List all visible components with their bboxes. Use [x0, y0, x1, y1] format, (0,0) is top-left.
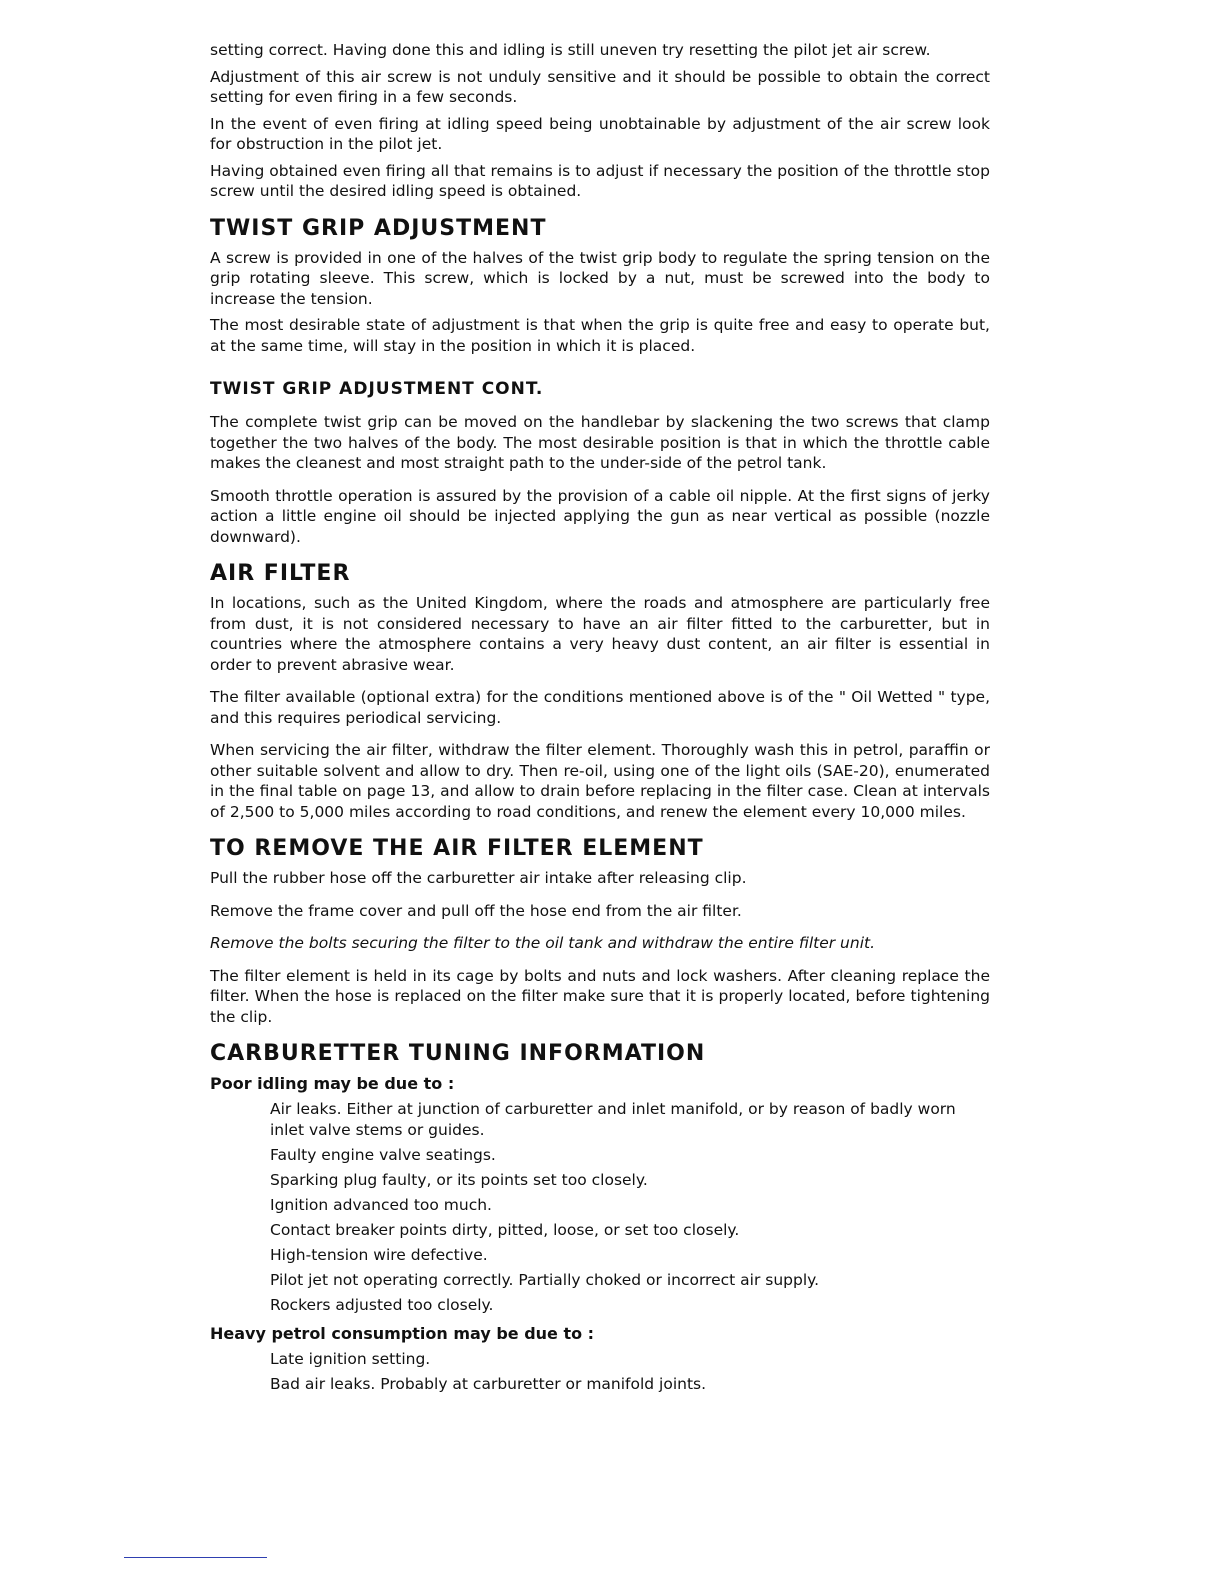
- remove-filter-step-3: Remove the bolts securing the filter to the oil tank and withdraw the entire filter unit.: [210, 934, 876, 952]
- twist-grip-paragraph-2: The most desirable state of adjustment is that when the grip is quite free and easy to operate but, at the same time, will stay in the position in which it is placed.: [210, 316, 990, 355]
- twist-grip-cont-paragraph-1: The complete twist grip can be moved on the handlebar by slackening the two screws that clamp together the two halves of the body. The most desirable position is that in which the throttle cable makes the cleanest and most straight path to the under-side of the petrol tank.: [210, 413, 990, 472]
- intro-section: [210, 40, 990, 202]
- twist-grip-cont-section: [210, 378, 990, 547]
- tuning-section: [210, 1041, 990, 1395]
- footnote-divider: [124, 1557, 267, 1558]
- manual-page: [210, 40, 990, 1403]
- poor-idling-label: Poor idling may be due to :: [210, 1074, 455, 1093]
- list-item: Faulty engine valve seatings.: [270, 1145, 496, 1164]
- heavy-petrol-label: Heavy petrol consumption may be due to :: [210, 1324, 595, 1343]
- intro-paragraph-3: In the event of even firing at idling speed being unobtainable by adjustment of the air screw look for obstruction in the pilot jet.: [210, 114, 990, 153]
- heavy-petrol-list: [210, 1349, 990, 1395]
- intro-paragraph-4: Having obtained even firing all that remains is to adjust if necessary the position of the throttle stop screw until the desired idling speed is obtained.: [210, 161, 990, 200]
- remove-filter-step-4: The filter element is held in its cage by bolts and nuts and lock washers. After cleaning replace the filter. When the hose is replaced on the filter make sure that it is properly located, before tightening the clip.: [210, 966, 990, 1026]
- list-item: Contact breaker points dirty, pitted, loose, or set too closely.: [270, 1220, 740, 1239]
- air-filter-paragraph-3: When servicing the air filter, withdraw the filter element. Thoroughly wash this in petrol, paraffin or other suitable solvent and allow to dry. Then re-oil, using one of the light oils (SAE-20), enumerated in the final table on page 13, and allow to drain before replacing in the filter case. Clean at intervals of 2,500 to 5,000 miles according to road conditions, and renew the element every 10,000 miles.: [210, 741, 990, 821]
- intro-paragraph-1: setting correct. Having done this and idling is still uneven try resetting the pilot jet air screw.: [210, 41, 931, 59]
- remove-filter-heading: TO REMOVE THE AIR FILTER ELEMENT: [210, 836, 704, 861]
- list-item: Sparking plug faulty, or its points set too closely.: [270, 1170, 648, 1189]
- air-filter-paragraph-1: In locations, such as the United Kingdom, where the roads and atmosphere are particularly free from dust, it is not considered necessary to have an air filter fitted to the carburetter, but in countries where the atmosphere contains a very heavy dust content, an air filter is essential in order to prevent abrasive wear.: [210, 594, 990, 674]
- air-filter-heading: AIR FILTER: [210, 561, 351, 586]
- remove-filter-section: [210, 836, 990, 1027]
- remove-filter-step-2: Remove the frame cover and pull off the hose end from the air filter.: [210, 901, 742, 920]
- twist-grip-paragraph-1: A screw is provided in one of the halves of the twist grip body to regulate the spring tension on the grip rotating sleeve. This screw, which is locked by a nut, must be screwed into the body to increase the tension.: [210, 248, 990, 308]
- twist-grip-heading: TWIST GRIP ADJUSTMENT: [210, 215, 547, 241]
- list-item: Ignition advanced too much.: [270, 1195, 492, 1214]
- tuning-heading: CARBURETTER TUNING INFORMATION: [210, 1041, 706, 1066]
- poor-idling-list: [210, 1099, 990, 1315]
- twist-grip-section: [210, 216, 990, 357]
- list-item: Air leaks. Either at junction of carburetter and inlet manifold, or by reason of badly worn inlet valve stems or guides.: [270, 1100, 956, 1139]
- list-item: Late ignition setting.: [270, 1350, 431, 1368]
- air-filter-paragraph-2: The filter available (optional extra) for the conditions mentioned above is of the " Oil Wetted " type, and this requires periodical servicing.: [210, 688, 990, 727]
- twist-grip-cont-paragraph-2: Smooth throttle operation is assured by the provision of a cable oil nipple. At the first signs of jerky action a little engine oil should be injected applying the gun as near vertical as possible (nozzle downward).: [210, 486, 990, 546]
- twist-grip-cont-heading: TWIST GRIP ADJUSTMENT CONT.: [210, 379, 544, 399]
- list-item: Rockers adjusted too closely.: [270, 1295, 494, 1314]
- list-item: Bad air leaks. Probably at carburetter or manifold joints.: [270, 1375, 707, 1393]
- intro-paragraph-2: Adjustment of this air screw is not unduly sensitive and it should be possible to obtain the correct setting for even firing in a few seconds.: [210, 67, 990, 106]
- remove-filter-step-1: Pull the rubber hose off the carburetter air intake after releasing clip.: [210, 869, 747, 887]
- list-item: High-tension wire defective.: [270, 1245, 488, 1264]
- list-item: Pilot jet not operating correctly. Partially choked or incorrect air supply.: [270, 1270, 820, 1289]
- air-filter-section: [210, 561, 990, 822]
